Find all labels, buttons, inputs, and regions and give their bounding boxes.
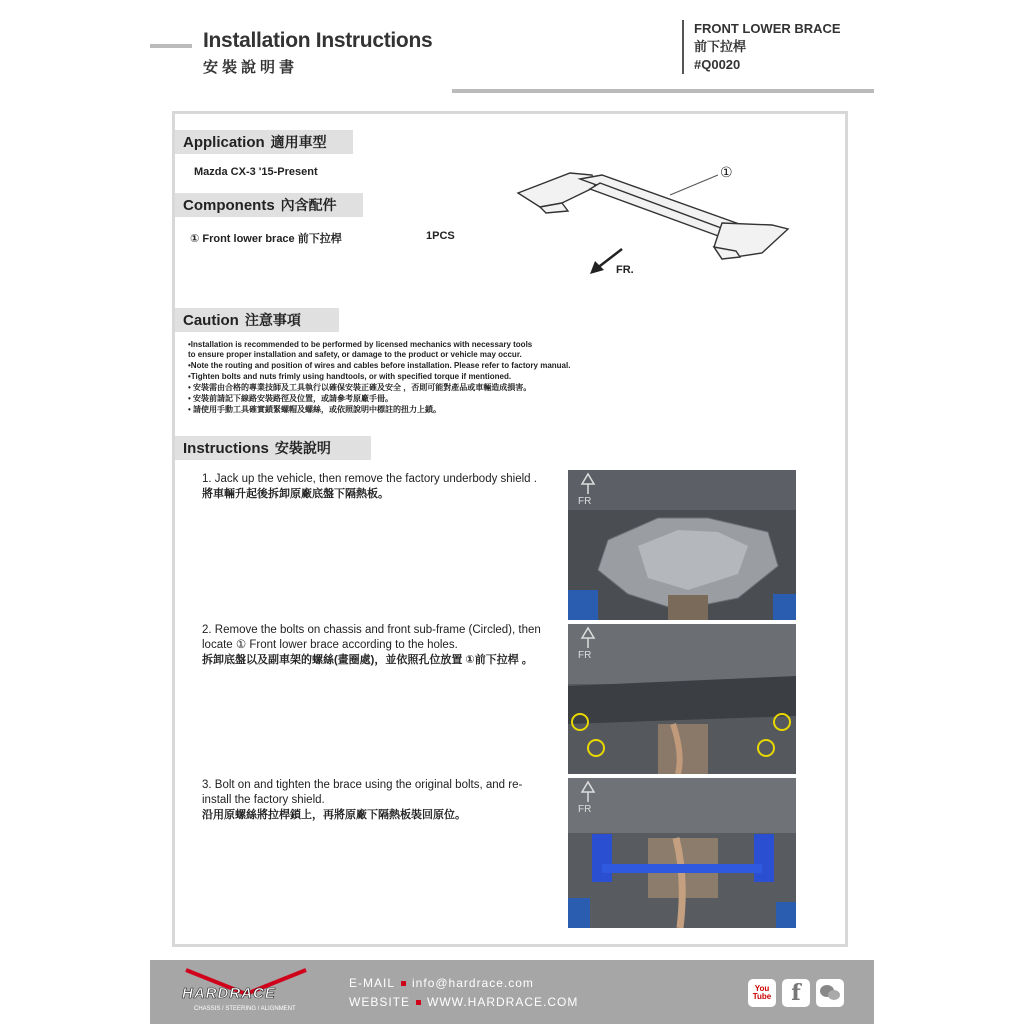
step-3 <box>202 778 542 823</box>
vehicle-application: Mazda CX-3 '15-Present <box>194 166 318 178</box>
product-code: #Q0020 <box>694 57 741 72</box>
installed-brace-photo <box>568 778 796 928</box>
component-item: ① Front lower brace 前下拉桿 <box>190 233 342 245</box>
photo-fr-label: FR <box>578 496 592 507</box>
step-1-photo <box>568 470 796 620</box>
step-2-text: 2. Remove the bolts on chassis and front sub-frame (Circled), then locate ① Front lower brace according to the holes. <box>202 624 541 651</box>
step-2-photo <box>568 624 796 774</box>
caution-line: • 請使用手動工具確實鎖緊螺帽及螺絲，或依照說明中標註的扭力上鎖。 <box>188 405 442 414</box>
underbody-photo <box>568 470 796 620</box>
caution-heading: Caution 注意事項 <box>175 308 339 332</box>
bullet-icon <box>416 1000 421 1005</box>
footer-email: E-MAIL info@hardrace.com <box>349 976 534 990</box>
header-left-rule <box>150 44 192 48</box>
step-3-text-zh: 沿用原螺絲將拉桿鎖上，再將原廠下隔熱板裝回原位。 <box>202 809 466 821</box>
callout-number: ① <box>720 165 733 181</box>
email-link[interactable]: info@hardrace.com <box>412 976 534 990</box>
wechat-icon[interactable] <box>816 979 844 1007</box>
page-title: Installation Instructions <box>203 29 433 52</box>
hardrace-logo <box>176 966 321 1016</box>
youtube-icon[interactable]: You Tube <box>748 979 776 1007</box>
footer-website: WEBSITE WWW.HARDRACE.COM <box>349 995 579 1009</box>
step-1 <box>202 472 542 502</box>
callout-leader <box>670 175 718 195</box>
photo-fr-label: FR <box>578 650 592 661</box>
brand-name: HARDRACE <box>182 985 276 1002</box>
product-name-zh: 前下拉桿 <box>694 39 747 54</box>
caution-line: •Note the routing and position of wires and cables before installation. Please refer to factory manual. <box>188 361 571 370</box>
caution-line: • 安裝前請記下線路安裝路徑及位置，或請參考原廠手冊。 <box>188 394 394 403</box>
caution-line: •Tighten bolts and nuts frimly using handtools, or with specified torque if mentioned. <box>188 372 512 381</box>
step-2-text-zh: 拆卸底盤以及副車架的螺絲(畫圈處)，並依照孔位放置 ①前下拉桿 。 <box>202 654 533 666</box>
product-info <box>682 20 841 74</box>
brace-drawing <box>518 173 788 259</box>
wechat-glyph <box>819 984 841 1002</box>
photo-fr-label: FR <box>578 804 592 815</box>
components-heading: Components 內含配件 <box>175 193 363 217</box>
product-name: FRONT LOWER BRACE <box>694 21 841 36</box>
page-title-zh: 安裝說明書 <box>203 58 299 76</box>
step-3-text: 3. Bolt on and tighten the brace using the original bolts, and re-install the factory shield. <box>202 779 523 806</box>
step-1-text: 1. Jack up the vehicle, then remove the factory underbody shield . <box>202 473 537 485</box>
caution-line: • 安裝需由合格的專業技師及工具執行以確保安裝正確及安全 ，否則可能對產品或車輛造成損害。 <box>188 383 532 392</box>
application-heading: Application 適用車型 <box>175 130 353 154</box>
brace-diagram <box>510 155 800 275</box>
front-direction-label: FR. <box>616 264 634 275</box>
step-3-photo <box>568 778 796 928</box>
caution-line: •Installation is recommended to be performed by licensed mechanics with necessary tools <box>188 340 533 349</box>
caution-line: to ensure proper installation and safety, or damage to the product or vehicle may occur. <box>188 350 522 359</box>
website-link[interactable]: WWW.HARDRACE.COM <box>427 995 579 1009</box>
step-1-text-zh: 將車輛升起後拆卸原廠底盤下隔熱板。 <box>202 488 389 500</box>
step-2 <box>202 623 542 668</box>
facebook-icon[interactable]: f <box>782 979 810 1007</box>
brand-tagline: CHASSIS / STEERING / ALIGNMENT <box>194 1006 296 1012</box>
bullet-icon <box>401 981 406 986</box>
instructions-heading: Instructions 安裝說明 <box>175 436 371 460</box>
subframe-photo <box>568 624 796 774</box>
component-qty: 1PCS <box>426 230 455 242</box>
header-right-rule <box>452 89 874 93</box>
